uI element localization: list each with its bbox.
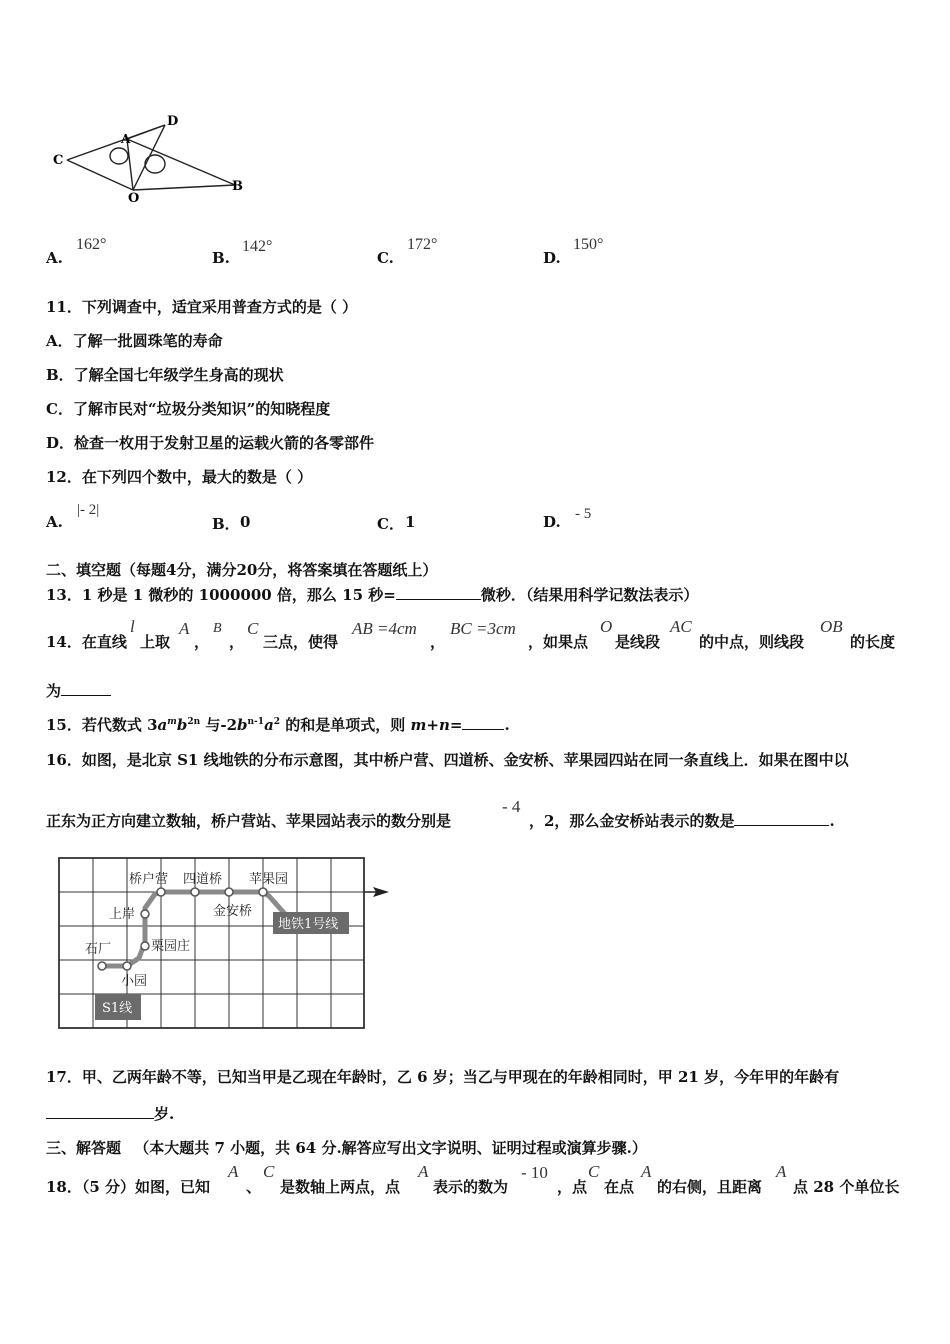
q16-line-2b: [529, 810, 835, 831]
q14-point-c: C: [247, 619, 259, 638]
q16-end: .: [829, 812, 835, 830]
q10-option-a-value: 162°: [76, 236, 107, 253]
q15-var-b2: b: [237, 716, 248, 734]
q15: [46, 714, 510, 735]
q15-answer-blank[interactable]: [462, 715, 504, 730]
station-shichang-dot: [98, 962, 106, 970]
q14-text-4: ，如果点: [528, 633, 589, 651]
label-o: O: [128, 191, 140, 203]
q10-option-d-letter: D.: [543, 249, 561, 267]
q10-option-c-value: 172°: [407, 236, 438, 253]
q18-text-5: 在点: [604, 1178, 635, 1196]
section-3-desc: （本大题共 7 小题，共 64 分.解答应写出文字说明、证明过程或演算步骤.）: [134, 1139, 647, 1157]
q15-mid: 与-2: [200, 716, 238, 734]
q12-stem: 12．在下列四个数中，最大的数是（ ）: [46, 468, 313, 486]
q18-text-1: 18．（5 分）如图，已知: [46, 1178, 211, 1196]
q18-point-a: A: [228, 1162, 239, 1181]
q18-point-a-4: A: [776, 1162, 787, 1181]
s1-badge-label: S1线: [102, 1001, 133, 1016]
q14-bc: BC =3cm: [450, 619, 516, 638]
q12-option-c-letter: C．: [377, 515, 404, 533]
section-3-title: 三、解答题: [46, 1139, 122, 1157]
q10-option-c-letter: C.: [377, 249, 394, 267]
station-xiaoyuan-dot: [123, 962, 131, 970]
subway-map: [45, 854, 395, 1034]
q11-option-b: B．了解全国七年级学生身高的现状: [46, 366, 284, 384]
q18-point-a-3: A: [641, 1162, 652, 1181]
station-pingguoyuan-dot: [259, 888, 267, 896]
q10-option-d-value: 150°: [573, 236, 604, 253]
q15-eq: =: [449, 716, 463, 734]
q11-option-d: D．检查一枚用于发射卫星的运载火箭的各零部件: [46, 434, 375, 452]
q18-neg10: - 10: [521, 1163, 548, 1182]
q14-segment-ob: OB: [820, 617, 843, 636]
q18-text-3: 表示的数为: [433, 1178, 509, 1196]
section-2-heading: 二、填空题（每题4分，满分20分，将答案填在答题纸上）: [46, 561, 438, 579]
q12-option-b-letter: B．: [212, 515, 240, 533]
q14-segment-ac: AC: [670, 617, 692, 636]
q15-var-b: b: [176, 716, 188, 734]
label-d: D: [167, 114, 179, 129]
label-c: C: [53, 153, 64, 168]
q12-option-b-value: 0: [240, 513, 251, 531]
q11-option-c: C．了解市民对“垃圾分类知识”的知晓程度: [46, 400, 331, 418]
q15-var-a2: a: [264, 716, 274, 734]
q15-exp-n1: n-1: [247, 717, 265, 727]
q14-comma-2: ，: [229, 633, 245, 651]
q13-pre: 13．1 秒是 1 微秒的 1000000 倍，那么 15 秒=: [46, 586, 396, 604]
q14-comma-1: ，: [194, 633, 210, 651]
q15-pre: 15．若代数式 3: [46, 716, 158, 734]
q16-text-2b: ，2，那么金安桥站表示的数是: [529, 812, 735, 830]
line1-badge-label: 地铁1号线: [278, 917, 339, 932]
q14-text-7: 的长度: [850, 633, 896, 651]
q18-text-4: ，点: [557, 1178, 588, 1196]
q14-line-2: [46, 680, 111, 701]
station-jinanqiao-dot: [225, 888, 233, 896]
q11-option-a: A．了解一批圆珠笔的寿命: [46, 332, 223, 350]
q17-line-2: [46, 1103, 174, 1124]
q18-text-2: 是数轴上两点，点: [280, 1178, 401, 1196]
station-shangan-label: 上岸: [109, 907, 136, 922]
angle-figure: [45, 108, 255, 203]
q15-exp-2: 2: [273, 717, 281, 727]
q13-post: 微秒．（结果用科学记数法表示）: [480, 586, 699, 604]
station-sidaoqiao-dot: [191, 888, 199, 896]
q14-text-wei: 为: [46, 682, 62, 700]
q16-answer-blank[interactable]: [734, 811, 829, 826]
q15-mn: m+n: [410, 716, 450, 734]
q15-var-a: a: [157, 716, 168, 734]
label-a: A: [121, 132, 131, 146]
station-sidaoqiao-label: 四道桥: [183, 872, 223, 887]
q12-option-d-letter: D.: [543, 513, 561, 531]
q16-line-1: 16．如图，是北京 S1 线地铁的分布示意图，其中桥户营、四道桥、金安桥、苹果园四站在同一条直线上．如果在图中以: [46, 751, 849, 769]
q18-sep: 、: [246, 1178, 262, 1196]
q14-answer-blank[interactable]: [61, 681, 111, 696]
q18-text-6: 的右侧，且距离: [657, 1178, 763, 1196]
q17-line-1: 17．甲、乙两年龄不等，已知当甲是乙现在年龄时，乙 6 岁；当乙与甲现在的年龄相同时，甲 21 岁，今年甲的年龄有: [46, 1068, 840, 1086]
q18-point-a-2: A: [418, 1162, 429, 1181]
station-shangan-dot: [141, 910, 149, 918]
station-xiaoyuan-label: 小园: [121, 974, 148, 989]
q15-end: .: [504, 716, 510, 734]
q14-point-a: A: [179, 619, 190, 638]
station-shichang-label: 石厂: [85, 942, 112, 957]
station-pingguoyuan-label: 苹果园: [249, 872, 289, 887]
q14-text-1: 14．在直线: [46, 633, 127, 651]
q17-answer-blank[interactable]: [46, 1104, 154, 1119]
q14-point-o: O: [600, 617, 613, 636]
q10-option-a-letter: A.: [46, 249, 63, 267]
q14-point-b: B: [213, 621, 222, 636]
q13: [46, 584, 698, 605]
q10-option-b-letter: B.: [212, 249, 230, 267]
q14-comma-3: ，: [430, 633, 446, 651]
q14-text-3: 三点，使得: [263, 633, 339, 651]
q11-stem: 11．下列调查中，适宜采用普查方式的是（ ）: [46, 298, 358, 316]
station-liyuanzhuang-dot: [141, 942, 149, 950]
section-3-heading: [46, 1137, 647, 1158]
q12-option-a-value: |- 2|: [77, 502, 100, 518]
q12-option-d-value: - 5: [575, 506, 592, 522]
q18-text-7: 点 28 个单位长: [793, 1178, 900, 1196]
station-jinanqiao-label: 金安桥: [213, 904, 253, 919]
q14-line-l: l: [130, 617, 135, 636]
station-qiaohuying-dot: [157, 888, 165, 896]
station-qiaohuying-label: 桥户营: [129, 872, 169, 887]
q15-post: 的和是单项式，则: [280, 716, 411, 734]
s1-track: [102, 892, 285, 966]
q14-text-6: 的中点，则线段: [699, 633, 805, 651]
q14-text-5: 是线段: [615, 633, 661, 651]
q16-line-2a: 正东为正方向建立数轴，桥户营站、苹果园站表示的数分别是: [46, 812, 452, 830]
q13-answer-blank[interactable]: [396, 585, 481, 600]
station-liyuanzhuang-label: 栗园庄: [151, 939, 191, 954]
q18-point-c-2: C: [588, 1162, 600, 1181]
q12-option-c-value: 1: [405, 513, 416, 531]
label-b: B: [232, 179, 243, 194]
q16-neg4: - 4: [502, 797, 521, 816]
q17-unit: 岁.: [154, 1105, 175, 1123]
q12-option-a-letter: A.: [46, 513, 63, 531]
q10-option-b-value: 142°: [242, 238, 273, 255]
q18-point-c: C: [263, 1162, 275, 1181]
q15-exp-m: m: [167, 717, 177, 727]
q15-exp-2n: 2n: [187, 717, 201, 727]
q14-text-2: 上取: [140, 633, 171, 651]
q14-ab: AB =4cm: [352, 619, 417, 638]
